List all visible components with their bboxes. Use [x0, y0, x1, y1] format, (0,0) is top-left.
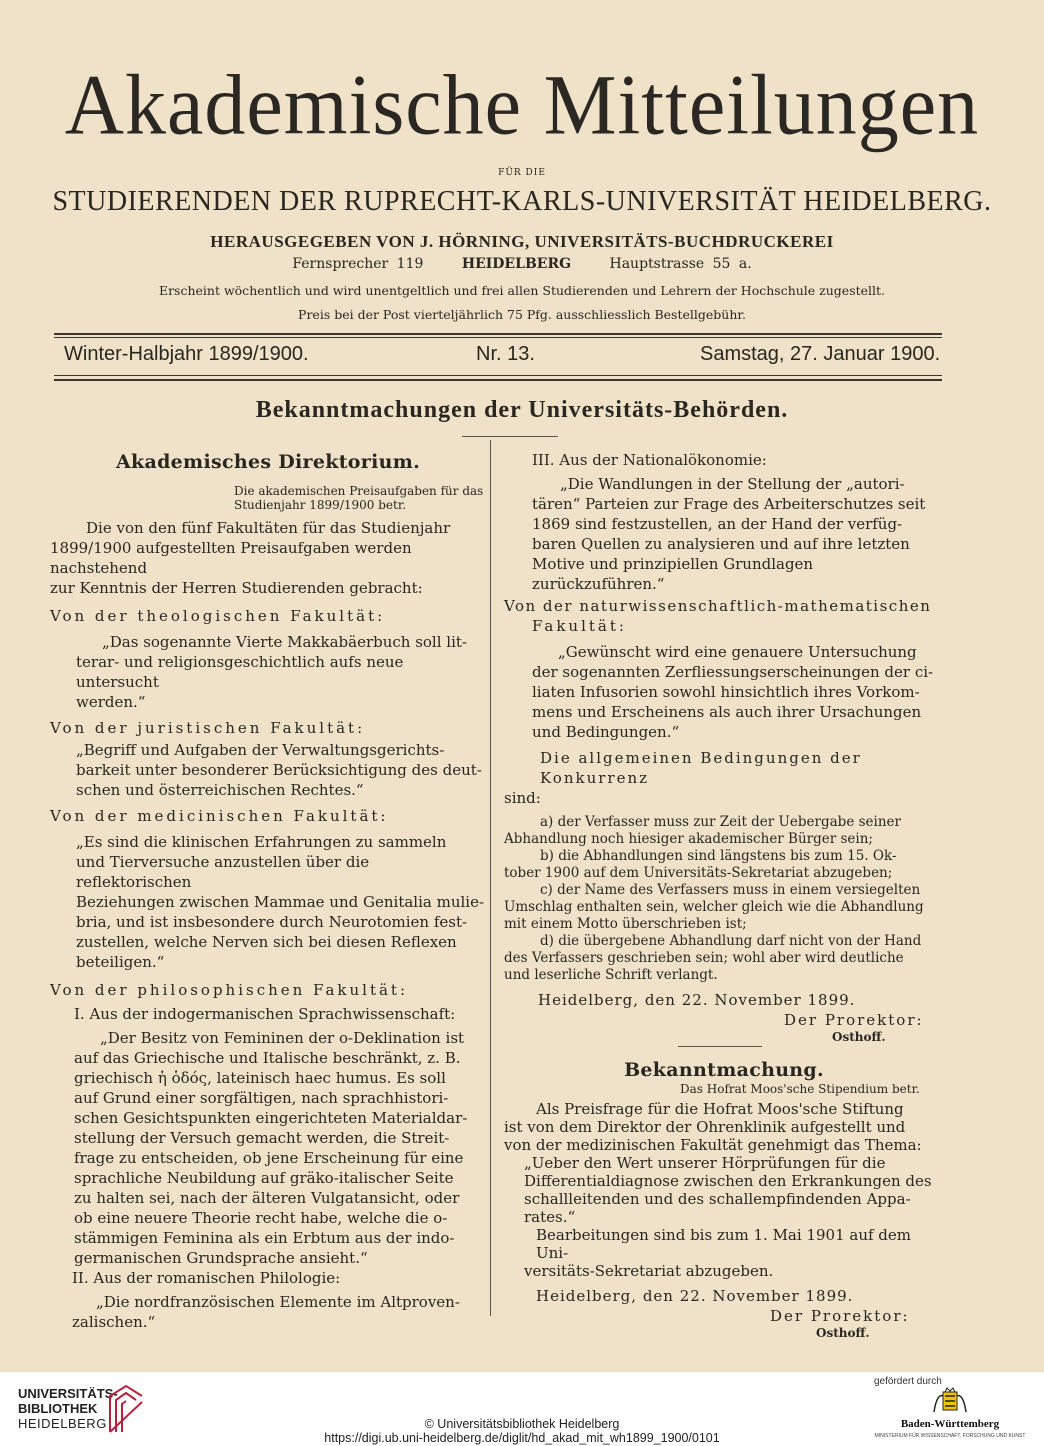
- text-line: Bearbeitungen sind bis zum 1. Mai 1901 auf dem Uni-: [536, 1226, 912, 1262]
- section-divider: [462, 436, 558, 437]
- text-line: und Tierversuche anzustellen über die reflektorischen: [76, 853, 370, 891]
- natural-science-heading-2: Fakultät:: [532, 617, 627, 635]
- text-line: stellung der Versuch gemacht werden, die Streit-: [74, 1129, 450, 1147]
- text-line: „Der Besitz von Femininen der o-Deklination ist: [100, 1029, 465, 1047]
- text-line: schallleitenden und des schallempfindenden Appa-: [524, 1190, 911, 1208]
- text-line: „Gewünscht wird eine genauere Untersuchung: [558, 643, 917, 661]
- text-line: beteiligen.“: [76, 953, 165, 971]
- text-line: tober 1900 auf dem Universitäts-Sekretariat abzugeben;: [504, 865, 893, 881]
- signature-name: Osthoff.: [832, 1030, 886, 1044]
- coat-of-arms-icon: [930, 1386, 970, 1416]
- rule-bottom: [54, 379, 942, 381]
- funded-by-label: gefördert durch: [874, 1376, 942, 1387]
- text-line: auf Grund einer sorgfältigen, nach sprachhistori-: [74, 1089, 449, 1107]
- intro-line-2: 1899/1900 aufgestellten Preisaufgaben werden nachstehend: [50, 539, 412, 577]
- text-line: Differentialdiagnose zwischen den Erkrankungen des: [524, 1172, 932, 1190]
- text-line: terar- und religionsgeschichtlich aufs neue untersucht: [76, 653, 404, 691]
- signature-title: Der Prorektor:: [770, 1307, 910, 1325]
- text-line: barkeit unter besonderer Berücksichtigung des deut-: [76, 761, 482, 779]
- conditions-heading: Die allgemeinen Bedingungen der Konkurrenz: [540, 749, 862, 787]
- text-line: „Ueber den Wert unserer Hörprüfungen für die: [524, 1154, 886, 1172]
- text-line: griechisch ἡ ὁδός, lateinisch haec humus. Es soll: [74, 1069, 446, 1087]
- condition-c: c) der Name des Verfassers muss in einem versiegelten: [540, 882, 921, 898]
- text-line: mens und Erscheinens als auch ihrer Ursachungen: [532, 703, 922, 721]
- text-line: Umschlag enthalten sein, welcher gleich wie die Abhandlung: [504, 899, 924, 915]
- betr-line-1: Die akademischen Preisaufgaben für das: [234, 484, 484, 498]
- sponsor-ministry: MINISTERIUM FÜR WISSENSCHAFT, FORSCHUNG UND KUNST: [874, 1433, 1026, 1439]
- library-name-3: HEIDELBERG: [18, 1416, 107, 1431]
- text-line: Beziehungen zwischen Mammae und Genitalia mulie-: [76, 893, 485, 911]
- sponsor-name: Baden-Württemberg: [900, 1418, 1000, 1430]
- text-line: des Verfassers geschrieben sein; wohl aber wird deutliche: [504, 950, 904, 966]
- text-line: Motive und prinzipiellen Grundlagen zurückzuführen.“: [532, 555, 814, 593]
- theology-heading: Von der theologischen Fakultät:: [50, 607, 386, 625]
- left-column: [50, 450, 486, 1332]
- condition-a: a) der Verfasser muss zur Zeit der Uebergabe seiner: [540, 814, 901, 830]
- text-line: 1869 sind festzustellen, an der Hand der verfüg-: [532, 515, 903, 533]
- masthead-title: Akademische Mitteilungen: [64, 56, 980, 153]
- rule-top: [54, 333, 942, 335]
- text-line: mit einem Motto überschrieben ist;: [504, 916, 747, 932]
- column-divider: [490, 440, 491, 1316]
- text-line: werden.“: [76, 693, 146, 711]
- text-line: schen Gesichtspunkten eingerichteten Materialdar-: [74, 1109, 468, 1127]
- issue-number: Nr. 13.: [476, 343, 535, 365]
- natural-science-heading: Von der naturwissenschaftlich-mathematischen: [504, 597, 932, 615]
- section-title: Bekanntmachungen der Universitäts-Behörden.: [255, 397, 789, 423]
- text-line: „Begriff und Aufgaben der Verwaltungsgerichts-: [76, 741, 445, 759]
- text-line: „Die nordfranzösischen Elemente im Altproven-: [96, 1293, 460, 1311]
- permalink-url[interactable]: https://digi.ub.uni-heidelberg.de/diglit/hd_akad_mit_wh1899_1900/0101: [324, 1431, 720, 1445]
- subsection-heading: III. Aus der Nationalökonomie:: [532, 451, 767, 469]
- notice-divider: [678, 1046, 762, 1047]
- text-line: bria, und ist insbesondere durch Neurotomien fest-: [76, 913, 468, 931]
- text-line: der sogenannten Zerfliessungserscheinungen der ci-: [532, 663, 934, 681]
- text-line: germanischen Grundsprache ansieht.“: [74, 1249, 368, 1267]
- copyright-text: © Universitätsbibliothek Heidelberg: [424, 1417, 620, 1431]
- text-line: liaten Infusorien sowohl hinsichtlich ihres Vorkom-: [532, 683, 920, 701]
- text-line: tären“ Parteien zur Frage des Arbeiterschutzes seit: [532, 495, 926, 513]
- masthead-phone: Fernsprecher 119: [292, 256, 424, 272]
- subsection-heading: II. Aus der romanischen Philologie:: [72, 1269, 341, 1287]
- masthead-subtitle: STUDIERENDEN DER RUPRECHT-KARLS-UNIVERSITÄT HEIDELBERG.: [52, 186, 992, 217]
- text-line: und leserliche Schrift verlangt.: [504, 967, 718, 983]
- betr-line-2: Studienjahr 1899/1900 betr.: [234, 498, 407, 512]
- right-column: [504, 450, 944, 1340]
- medicine-heading: Von der medicinischen Fakultät:: [50, 807, 389, 825]
- intro-line-1: Die von den fünf Fakultäten für das Studienjahr: [86, 519, 451, 537]
- rule-bottom-thin: [54, 375, 942, 376]
- masthead-note-1: Erscheint wöchentlich und wird unentgeltlich und frei allen Studierenden und Lehrern der Hochschule zugestellt.: [158, 283, 886, 298]
- notice-heading: Bekanntmachung.: [624, 1059, 824, 1081]
- text-line: sprachliche Neubildung auf gräko-italischer Seite: [74, 1169, 454, 1187]
- text-line: rates.“: [524, 1208, 576, 1226]
- masthead-address: Hauptstrasse 55 a.: [609, 256, 752, 272]
- text-line: zu halten sei, nach der älteren Vulgatansicht, oder: [74, 1189, 460, 1207]
- masthead-city: HEIDELBERG: [461, 256, 572, 272]
- text-line: ob eine neuere Theorie recht habe, welche die o-: [74, 1209, 448, 1227]
- intro-line-3: zur Kenntnis der Herren Studierenden gebracht:: [50, 579, 423, 597]
- text-line: Abhandlung noch hiesiger akademischer Bürger sein;: [504, 831, 873, 847]
- condition-b: b) die Abhandlungen sind längstens bis zum 15. Ok-: [540, 848, 897, 864]
- masthead-fuer: FÜR DIE: [498, 168, 546, 178]
- signature-name: Osthoff.: [816, 1326, 870, 1340]
- text-line: stämmigen Feminina als ein Erbtum aus der indo-: [74, 1229, 455, 1247]
- conditions-heading-2: sind:: [504, 789, 541, 807]
- masthead-note-2: Preis bei der Post vierteljährlich 75 Pfg. ausschliesslich Bestellgebühr.: [298, 307, 746, 322]
- text-line: zustellen, welche Nerven sich bei diesen Reflexen: [76, 933, 457, 951]
- library-name-1: UNIVERSITÄTS-: [18, 1386, 118, 1401]
- text-line: zalischen.“: [72, 1313, 156, 1331]
- text-line: und Bedingungen.“: [532, 723, 680, 741]
- text-line: Als Preisfrage für die Hofrat Moos'sche Stiftung: [536, 1100, 904, 1118]
- viewer-footer: [0, 1372, 1044, 1446]
- text-line: baren Quellen zu analysieren und auf ihre letzten: [532, 535, 910, 553]
- text-line: versitäts-Sekretariat abzugeben.: [524, 1262, 774, 1280]
- notice-betr: Das Hofrat Moos'sche Stipendium betr.: [680, 1082, 920, 1096]
- rule-top-thin: [54, 337, 942, 338]
- text-line: „Es sind die klinischen Erfahrungen zu sammeln: [76, 833, 447, 851]
- law-heading: Von der juristischen Fakultät:: [50, 719, 366, 737]
- philosophy-heading: Von der philosophischen Fakultät:: [50, 981, 409, 999]
- issue-term: Winter-Halbjahr 1899/1900.: [64, 343, 309, 365]
- direktorium-heading: Akademisches Direktorium.: [115, 451, 421, 473]
- text-line: frage zu entscheiden, ob jene Erscheinung für eine: [74, 1149, 464, 1167]
- text-line: „Die Wandlungen in der Stellung der „autori-: [560, 475, 905, 493]
- text-line: von der medizinischen Fakultät genehmigt das Thema:: [504, 1136, 922, 1154]
- condition-d: d) die übergebene Abhandlung darf nicht von der Hand: [540, 933, 922, 949]
- signature-date: Heidelberg, den 22. November 1899.: [538, 991, 856, 1009]
- masthead-contact: [0, 256, 1044, 272]
- text-line: schen und österreichischen Rechtes.“: [76, 781, 364, 799]
- library-name-2: BIBLIOTHEK: [18, 1401, 98, 1416]
- text-line: ist von dem Direktor der Ohrenklinik aufgestellt und: [504, 1118, 906, 1136]
- issue-date: Samstag, 27. Januar 1900.: [700, 343, 941, 365]
- text-line: „Das sogenannte Vierte Makkabäerbuch soll lit-: [102, 633, 467, 651]
- text-line: auf das Griechische und Italische beschränkt, z. B.: [74, 1049, 461, 1067]
- subsection-heading: I. Aus der indogermanischen Sprachwissenschaft:: [74, 1005, 456, 1023]
- signature-title: Der Prorektor:: [784, 1011, 924, 1029]
- masthead-publisher: HERAUSGEGEBEN VON J. HÖRNING, UNIVERSITÄTS-BUCHDRUCKEREI: [210, 232, 834, 251]
- signature-date: Heidelberg, den 22. November 1899.: [536, 1287, 854, 1305]
